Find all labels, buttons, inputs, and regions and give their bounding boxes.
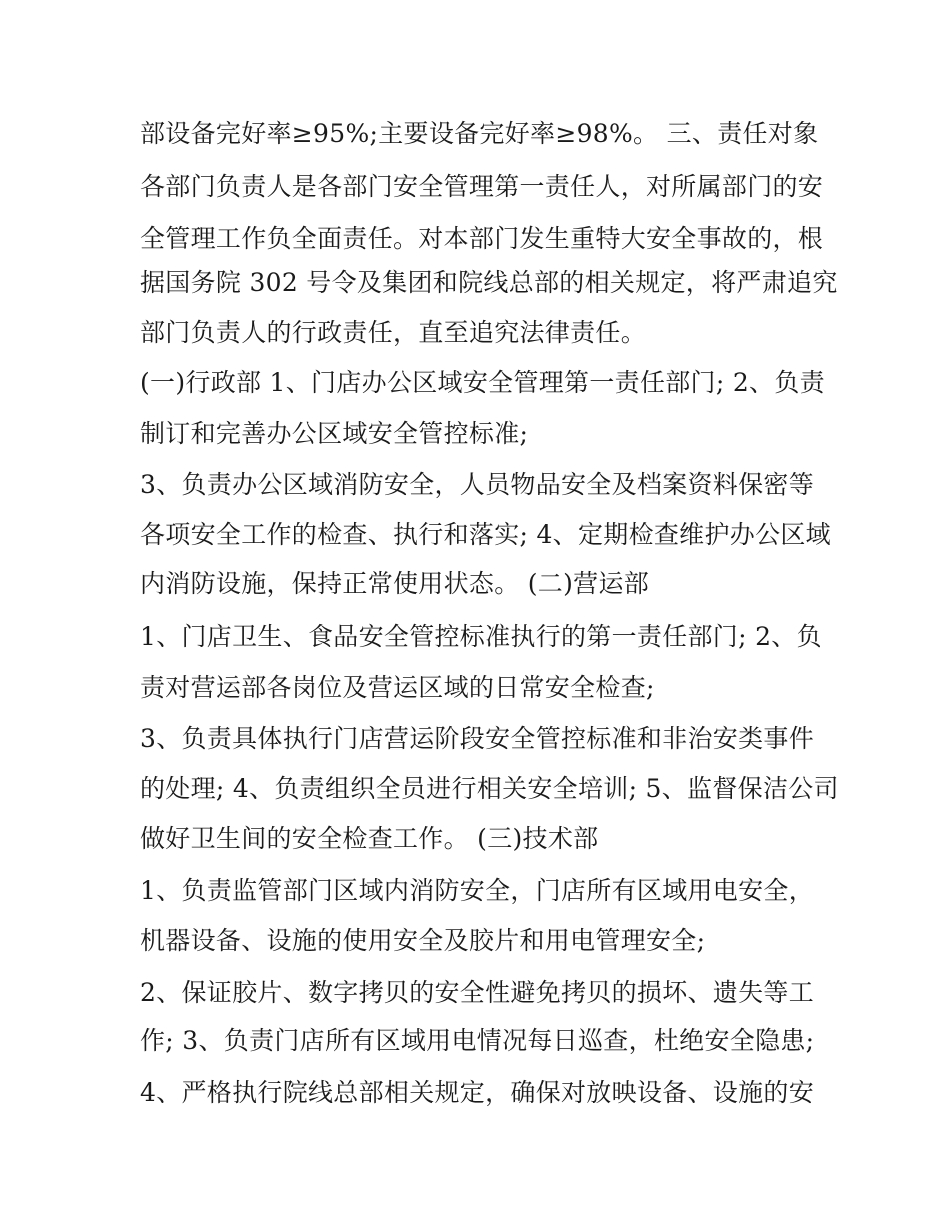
text-line-1: 部设备完好率≥95%;主要设备完好率≥98%。 三、责任对象 [140,119,819,148]
text-line-12: 责对营运部各岗位及营运区域的日常安全检查; [140,673,655,702]
text-line-15: 做好卫生间的安全检查工作。 (三)技术部 [140,824,599,853]
text-line-16: 1、负责监管部门区域内消防安全，门店所有区域用电安全， [140,876,815,905]
text-line-9: 各项安全工作的检查、执行和落实; 4、定期检查维护办公区域 [140,520,831,549]
text-line-11: 1、门店卫生、食品安全管控标准执行的第一责任部门; 2、负 [140,622,822,651]
text-line-10: 内消防设施，保持正常使用状态。 (二)营运部 [140,569,650,598]
text-line-3: 全管理工作负全面责任。对本部门发生重特大安全事故的，根 [140,224,824,253]
text-line-13: 3、负责具体执行门店营运阶段安全管控标准和非治安类事件 [140,724,815,753]
text-line-7: 制订和完善办公区域安全管控标准; [140,419,529,448]
text-line-8: 3、负责办公区域消防安全，人员物品安全及档案资料保密等 [140,470,815,499]
text-line-18: 2、保证胶片、数字拷贝的安全性避免拷贝的损坏、遗失等工 [140,978,815,1007]
text-line-2: 各部门负责人是各部门安全管理第一责任人，对所属部门的安 [140,172,824,201]
text-line-17: 机器设备、设施的使用安全及胶片和用电管理安全; [140,926,706,955]
text-line-5: 部门负责人的行政责任，直至追究法律责任。 [140,318,647,347]
text-line-19: 作; 3、负责门店所有区域用电情况每日巡查，杜绝安全隐患; [140,1026,815,1055]
text-line-6: (一)行政部 1、门店办公区域安全管理第一责任部门; 2、负责 [140,368,825,397]
text-line-14: 的处理; 4、负责组织全员进行相关安全培训; 5、监督保洁公司 [140,774,839,803]
text-line-20: 4、严格执行院线总部相关规定，确保对放映设备、设施的安 [140,1078,815,1107]
text-line-4: 据国务院 302 号令及集团和院线总部的相关规定，将严肃追究 [140,268,838,297]
